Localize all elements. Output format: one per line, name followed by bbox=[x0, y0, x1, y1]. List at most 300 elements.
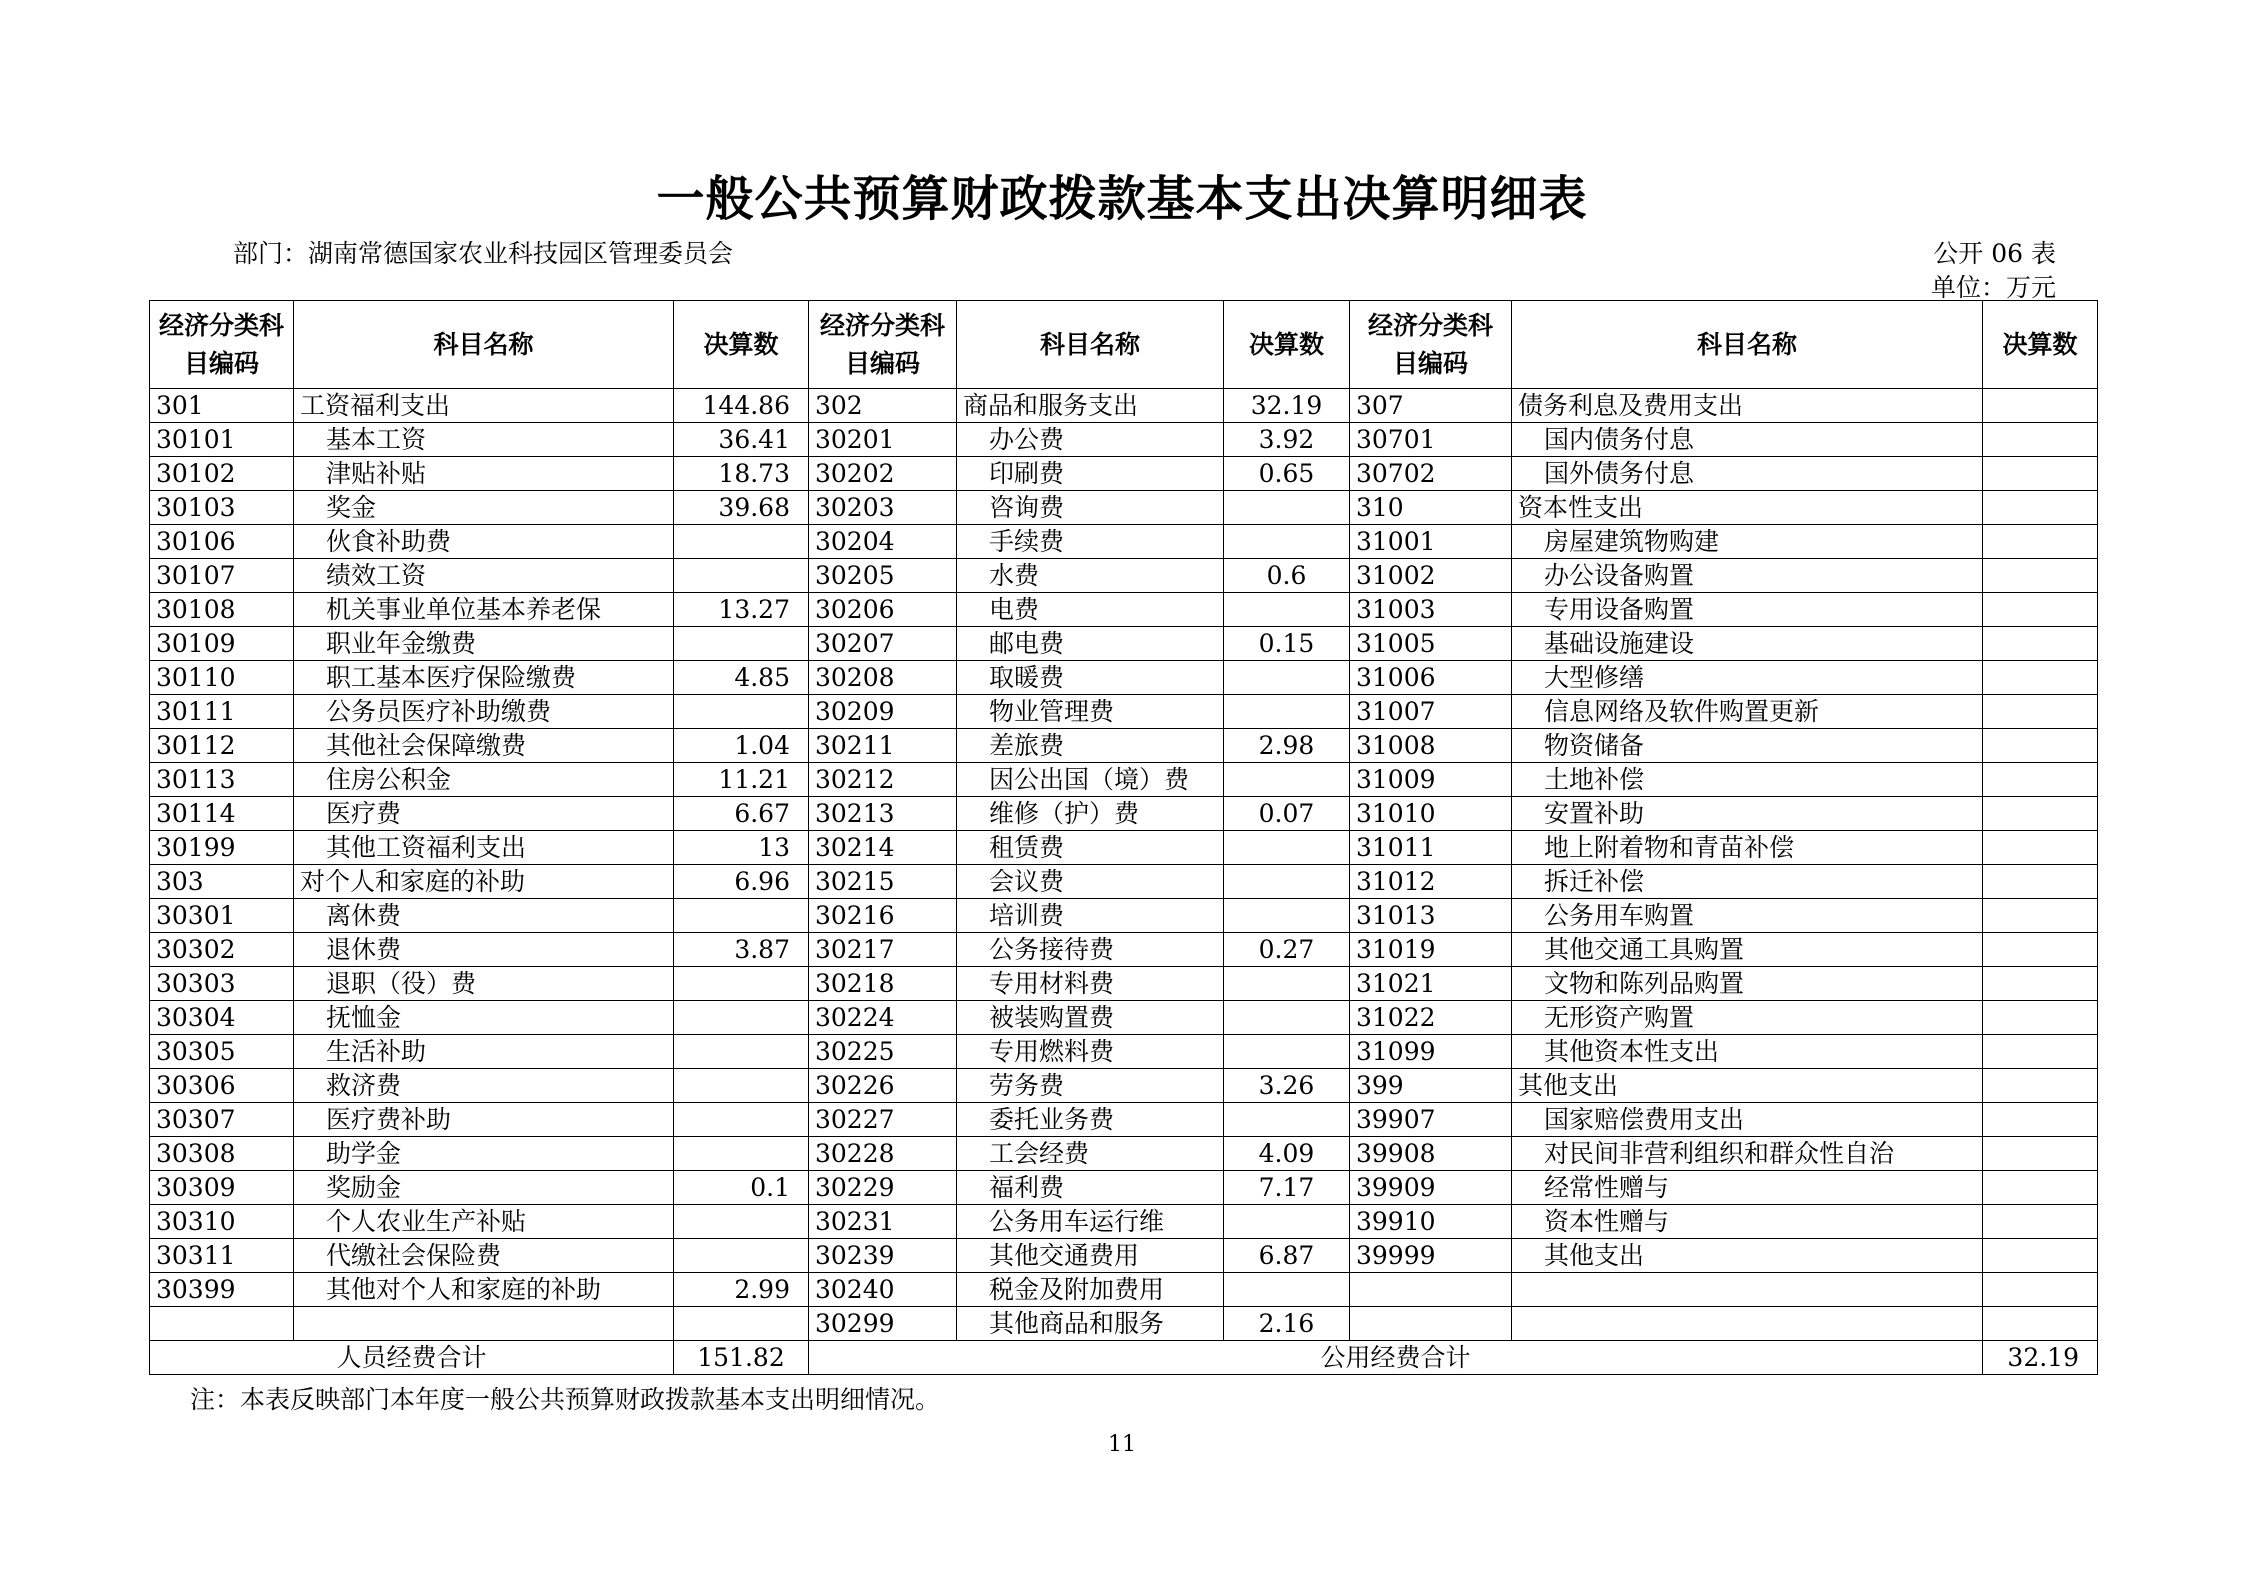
name-cell: 伙食补助费 bbox=[294, 525, 674, 559]
name-cell: 职工基本医疗保险缴费 bbox=[294, 661, 674, 695]
name-cell: 其他对个人和家庭的补助 bbox=[294, 1273, 674, 1307]
code-cell: 30209 bbox=[809, 695, 957, 729]
amount-cell bbox=[1224, 1205, 1350, 1239]
code-cell bbox=[150, 1307, 294, 1341]
code-cell: 30110 bbox=[150, 661, 294, 695]
name-cell: 地上附着物和青苗补偿 bbox=[1512, 831, 1983, 865]
code-cell: 31002 bbox=[1350, 559, 1512, 593]
name-cell bbox=[294, 1307, 674, 1341]
code-cell: 30214 bbox=[809, 831, 957, 865]
amount-cell bbox=[1983, 457, 2098, 491]
personnel-total-value: 151.82 bbox=[674, 1341, 809, 1375]
code-cell: 30203 bbox=[809, 491, 957, 525]
amount-cell: 4.85 bbox=[674, 661, 809, 695]
name-cell: 物业管理费 bbox=[957, 695, 1224, 729]
code-cell: 30213 bbox=[809, 797, 957, 831]
amount-cell: 13 bbox=[674, 831, 809, 865]
name-cell: 个人农业生产补贴 bbox=[294, 1205, 674, 1239]
name-cell: 资本性赠与 bbox=[1512, 1205, 1983, 1239]
code-cell: 30240 bbox=[809, 1273, 957, 1307]
code-cell: 301 bbox=[150, 389, 294, 423]
amount-cell: 11.21 bbox=[674, 763, 809, 797]
code-cell: 30224 bbox=[809, 1001, 957, 1035]
table-row bbox=[150, 729, 2098, 763]
amount-cell: 0.1 bbox=[674, 1171, 809, 1205]
expenditure-table bbox=[149, 300, 2098, 1375]
name-cell: 救济费 bbox=[294, 1069, 674, 1103]
code-cell: 30208 bbox=[809, 661, 957, 695]
amount-cell bbox=[1983, 1103, 2098, 1137]
name-cell: 其他资本性支出 bbox=[1512, 1035, 1983, 1069]
name-cell: 专用材料费 bbox=[957, 967, 1224, 1001]
amount-cell bbox=[1224, 1001, 1350, 1035]
code-cell: 30215 bbox=[809, 865, 957, 899]
amount-cell: 0.65 bbox=[1224, 457, 1350, 491]
footnote: 注：本表反映部门本年度一般公共预算财政拨款基本支出明细情况。 bbox=[190, 1385, 941, 1414]
table-row bbox=[150, 1137, 2098, 1171]
name-cell: 生活补助 bbox=[294, 1035, 674, 1069]
amount-cell: 2.99 bbox=[674, 1273, 809, 1307]
code-cell: 30112 bbox=[150, 729, 294, 763]
code-cell: 30239 bbox=[809, 1239, 957, 1273]
name-cell: 手续费 bbox=[957, 525, 1224, 559]
amount-cell: 3.92 bbox=[1224, 423, 1350, 457]
code-cell: 30229 bbox=[809, 1171, 957, 1205]
amount-cell bbox=[674, 1103, 809, 1137]
amount-cell bbox=[674, 1239, 809, 1273]
code-cell: 30303 bbox=[150, 967, 294, 1001]
amount-cell bbox=[1224, 491, 1350, 525]
code-cell: 30301 bbox=[150, 899, 294, 933]
code-cell: 30701 bbox=[1350, 423, 1512, 457]
amount-cell bbox=[1983, 661, 2098, 695]
public-total-value: 32.19 bbox=[1983, 1341, 2098, 1375]
code-cell: 30106 bbox=[150, 525, 294, 559]
table-row bbox=[150, 457, 2098, 491]
code-cell: 30306 bbox=[150, 1069, 294, 1103]
code-cell: 31099 bbox=[1350, 1035, 1512, 1069]
amount-cell bbox=[1224, 967, 1350, 1001]
name-cell: 医疗费 bbox=[294, 797, 674, 831]
code-cell: 303 bbox=[150, 865, 294, 899]
table-row bbox=[150, 899, 2098, 933]
form-number: 公开 06 表 bbox=[1933, 239, 2056, 268]
amount-cell bbox=[674, 525, 809, 559]
code-cell: 30113 bbox=[150, 763, 294, 797]
code-cell: 30231 bbox=[809, 1205, 957, 1239]
name-cell: 基本工资 bbox=[294, 423, 674, 457]
code-cell: 31003 bbox=[1350, 593, 1512, 627]
amount-cell: 6.67 bbox=[674, 797, 809, 831]
code-cell: 30108 bbox=[150, 593, 294, 627]
code-cell: 30226 bbox=[809, 1069, 957, 1103]
header-name-1: 科目名称 bbox=[294, 301, 674, 389]
amount-cell bbox=[674, 1307, 809, 1341]
code-cell: 30109 bbox=[150, 627, 294, 661]
name-cell: 抚恤金 bbox=[294, 1001, 674, 1035]
amount-cell bbox=[1224, 525, 1350, 559]
amount-cell bbox=[1983, 967, 2098, 1001]
amount-cell bbox=[1983, 1239, 2098, 1273]
name-cell: 差旅费 bbox=[957, 729, 1224, 763]
code-cell: 31008 bbox=[1350, 729, 1512, 763]
amount-cell bbox=[1983, 865, 2098, 899]
amount-cell: 0.15 bbox=[1224, 627, 1350, 661]
amount-cell bbox=[1983, 1001, 2098, 1035]
name-cell: 劳务费 bbox=[957, 1069, 1224, 1103]
amount-cell bbox=[674, 967, 809, 1001]
name-cell: 被装购置费 bbox=[957, 1001, 1224, 1035]
amount-cell bbox=[1983, 559, 2098, 593]
table-row bbox=[150, 525, 2098, 559]
name-cell: 大型修缮 bbox=[1512, 661, 1983, 695]
name-cell: 对个人和家庭的补助 bbox=[294, 865, 674, 899]
table-row bbox=[150, 1103, 2098, 1137]
name-cell: 其他社会保障缴费 bbox=[294, 729, 674, 763]
code-cell: 31012 bbox=[1350, 865, 1512, 899]
code-cell: 302 bbox=[809, 389, 957, 423]
amount-cell bbox=[1983, 831, 2098, 865]
name-cell: 其他工资福利支出 bbox=[294, 831, 674, 865]
code-cell: 30302 bbox=[150, 933, 294, 967]
code-cell: 31001 bbox=[1350, 525, 1512, 559]
name-cell: 租赁费 bbox=[957, 831, 1224, 865]
code-cell: 399 bbox=[1350, 1069, 1512, 1103]
name-cell: 助学金 bbox=[294, 1137, 674, 1171]
amount-cell bbox=[1224, 831, 1350, 865]
code-cell: 30702 bbox=[1350, 457, 1512, 491]
name-cell: 公务员医疗补助缴费 bbox=[294, 695, 674, 729]
name-cell: 国内债务付息 bbox=[1512, 423, 1983, 457]
code-cell: 39908 bbox=[1350, 1137, 1512, 1171]
name-cell: 专用设备购置 bbox=[1512, 593, 1983, 627]
amount-cell: 1.04 bbox=[674, 729, 809, 763]
name-cell: 邮电费 bbox=[957, 627, 1224, 661]
name-cell bbox=[1512, 1307, 1983, 1341]
name-cell: 会议费 bbox=[957, 865, 1224, 899]
amount-cell: 0.27 bbox=[1224, 933, 1350, 967]
name-cell: 福利费 bbox=[957, 1171, 1224, 1205]
unit-label: 单位：万元 bbox=[1930, 273, 2056, 302]
amount-cell bbox=[1983, 729, 2098, 763]
amount-cell bbox=[674, 1035, 809, 1069]
table-row bbox=[150, 1035, 2098, 1069]
code-cell: 30206 bbox=[809, 593, 957, 627]
name-cell: 安置补助 bbox=[1512, 797, 1983, 831]
amount-cell bbox=[1983, 695, 2098, 729]
table-row bbox=[150, 695, 2098, 729]
code-cell: 30308 bbox=[150, 1137, 294, 1171]
amount-cell bbox=[1224, 593, 1350, 627]
code-cell: 30204 bbox=[809, 525, 957, 559]
name-cell: 文物和陈列品购置 bbox=[1512, 967, 1983, 1001]
amount-cell bbox=[1983, 1171, 2098, 1205]
page-title: 一般公共预算财政拨款基本支出决算明细表 bbox=[656, 171, 1588, 227]
table-row bbox=[150, 1171, 2098, 1205]
amount-cell bbox=[1983, 1307, 2098, 1341]
header-amount-3: 决算数 bbox=[1983, 301, 2098, 389]
name-cell: 办公设备购置 bbox=[1512, 559, 1983, 593]
header-amount-1: 决算数 bbox=[674, 301, 809, 389]
code-cell: 31006 bbox=[1350, 661, 1512, 695]
amount-cell: 3.26 bbox=[1224, 1069, 1350, 1103]
public-total-label: 公用经费合计 bbox=[809, 1341, 1983, 1375]
amount-cell bbox=[1983, 797, 2098, 831]
name-cell: 资本性支出 bbox=[1512, 491, 1983, 525]
amount-cell bbox=[1983, 899, 2098, 933]
amount-cell bbox=[1224, 695, 1350, 729]
table-row bbox=[150, 593, 2098, 627]
amount-cell: 0.6 bbox=[1224, 559, 1350, 593]
name-cell: 办公费 bbox=[957, 423, 1224, 457]
code-cell: 30399 bbox=[150, 1273, 294, 1307]
code-cell: 31005 bbox=[1350, 627, 1512, 661]
department-label: 部门：湖南常德国家农业科技园区管理委员会 bbox=[233, 239, 734, 268]
code-cell: 30205 bbox=[809, 559, 957, 593]
name-cell: 电费 bbox=[957, 593, 1224, 627]
code-cell: 30111 bbox=[150, 695, 294, 729]
name-cell: 其他交通费用 bbox=[957, 1239, 1224, 1273]
code-cell: 30227 bbox=[809, 1103, 957, 1137]
amount-cell bbox=[1983, 423, 2098, 457]
amount-cell bbox=[674, 1205, 809, 1239]
code-cell: 30299 bbox=[809, 1307, 957, 1341]
name-cell: 委托业务费 bbox=[957, 1103, 1224, 1137]
name-cell: 物资储备 bbox=[1512, 729, 1983, 763]
table-row bbox=[150, 423, 2098, 457]
amount-cell: 13.27 bbox=[674, 593, 809, 627]
name-cell: 土地补偿 bbox=[1512, 763, 1983, 797]
name-cell: 取暖费 bbox=[957, 661, 1224, 695]
amount-cell: 0.07 bbox=[1224, 797, 1350, 831]
amount-cell bbox=[1224, 661, 1350, 695]
amount-cell bbox=[674, 1001, 809, 1035]
name-cell: 津贴补贴 bbox=[294, 457, 674, 491]
name-cell: 对民间非营利组织和群众性自治 bbox=[1512, 1137, 1983, 1171]
amount-cell bbox=[674, 899, 809, 933]
code-cell: 31011 bbox=[1350, 831, 1512, 865]
amount-cell bbox=[674, 1069, 809, 1103]
code-cell: 30218 bbox=[809, 967, 957, 1001]
name-cell: 专用燃料费 bbox=[957, 1035, 1224, 1069]
table-row bbox=[150, 1205, 2098, 1239]
amount-cell: 144.86 bbox=[674, 389, 809, 423]
name-cell: 工会经费 bbox=[957, 1137, 1224, 1171]
amount-cell: 18.73 bbox=[674, 457, 809, 491]
name-cell: 国家赔偿费用支出 bbox=[1512, 1103, 1983, 1137]
amount-cell bbox=[674, 695, 809, 729]
code-cell: 30307 bbox=[150, 1103, 294, 1137]
code-cell: 30311 bbox=[150, 1239, 294, 1273]
name-cell: 住房公积金 bbox=[294, 763, 674, 797]
code-cell: 31010 bbox=[1350, 797, 1512, 831]
table-row bbox=[150, 1307, 2098, 1341]
code-cell: 31021 bbox=[1350, 967, 1512, 1001]
name-cell: 代缴社会保险费 bbox=[294, 1239, 674, 1273]
name-cell: 机关事业单位基本养老保 bbox=[294, 593, 674, 627]
table-header-row bbox=[150, 301, 2098, 389]
name-cell: 工资福利支出 bbox=[294, 389, 674, 423]
amount-cell bbox=[1983, 593, 2098, 627]
name-cell: 其他商品和服务 bbox=[957, 1307, 1224, 1341]
code-cell: 30107 bbox=[150, 559, 294, 593]
amount-cell bbox=[1983, 389, 2098, 423]
name-cell: 国外债务付息 bbox=[1512, 457, 1983, 491]
amount-cell: 7.17 bbox=[1224, 1171, 1350, 1205]
code-cell: 31009 bbox=[1350, 763, 1512, 797]
table-row bbox=[150, 831, 2098, 865]
name-cell: 其他交通工具购置 bbox=[1512, 933, 1983, 967]
code-cell: 30201 bbox=[809, 423, 957, 457]
header-amount-2: 决算数 bbox=[1224, 301, 1350, 389]
amount-cell bbox=[1983, 1035, 2098, 1069]
code-cell: 30212 bbox=[809, 763, 957, 797]
name-cell: 咨询费 bbox=[957, 491, 1224, 525]
code-cell: 31013 bbox=[1350, 899, 1512, 933]
amount-cell: 2.98 bbox=[1224, 729, 1350, 763]
name-cell: 信息网络及软件购置更新 bbox=[1512, 695, 1983, 729]
name-cell: 离休费 bbox=[294, 899, 674, 933]
amount-cell: 4.09 bbox=[1224, 1137, 1350, 1171]
amount-cell bbox=[1224, 865, 1350, 899]
name-cell: 奖金 bbox=[294, 491, 674, 525]
header-code-1: 经济分类科目编码 bbox=[150, 301, 294, 389]
name-cell: 公务接待费 bbox=[957, 933, 1224, 967]
code-cell: 30199 bbox=[150, 831, 294, 865]
code-cell: 30225 bbox=[809, 1035, 957, 1069]
table-row bbox=[150, 865, 2098, 899]
code-cell bbox=[1350, 1307, 1512, 1341]
code-cell: 31019 bbox=[1350, 933, 1512, 967]
name-cell: 商品和服务支出 bbox=[957, 389, 1224, 423]
name-cell: 医疗费补助 bbox=[294, 1103, 674, 1137]
table-row bbox=[150, 661, 2098, 695]
amount-cell bbox=[674, 1137, 809, 1171]
table-row bbox=[150, 1001, 2098, 1035]
amount-cell bbox=[1224, 1035, 1350, 1069]
name-cell: 税金及附加费用 bbox=[957, 1273, 1224, 1307]
code-cell: 30305 bbox=[150, 1035, 294, 1069]
name-cell: 水费 bbox=[957, 559, 1224, 593]
name-cell: 退休费 bbox=[294, 933, 674, 967]
name-cell: 维修（护）费 bbox=[957, 797, 1224, 831]
header-code-2: 经济分类科目编码 bbox=[809, 301, 957, 389]
name-cell: 培训费 bbox=[957, 899, 1224, 933]
amount-cell bbox=[1983, 491, 2098, 525]
amount-cell bbox=[1224, 1103, 1350, 1137]
amount-cell: 6.87 bbox=[1224, 1239, 1350, 1273]
name-cell: 债务利息及费用支出 bbox=[1512, 389, 1983, 423]
table-row bbox=[150, 1069, 2098, 1103]
code-cell: 31022 bbox=[1350, 1001, 1512, 1035]
amount-cell: 32.19 bbox=[1224, 389, 1350, 423]
code-cell: 307 bbox=[1350, 389, 1512, 423]
personnel-total-label: 人员经费合计 bbox=[150, 1341, 674, 1375]
name-cell: 经常性赠与 bbox=[1512, 1171, 1983, 1205]
table-row bbox=[150, 967, 2098, 1001]
amount-cell: 6.96 bbox=[674, 865, 809, 899]
amount-cell: 2.16 bbox=[1224, 1307, 1350, 1341]
code-cell: 30114 bbox=[150, 797, 294, 831]
name-cell: 职业年金缴费 bbox=[294, 627, 674, 661]
code-cell: 31007 bbox=[1350, 695, 1512, 729]
name-cell: 其他支出 bbox=[1512, 1069, 1983, 1103]
code-cell: 30103 bbox=[150, 491, 294, 525]
code-cell: 30309 bbox=[150, 1171, 294, 1205]
table-row bbox=[150, 627, 2098, 661]
name-cell: 因公出国（境）费 bbox=[957, 763, 1224, 797]
table-row bbox=[150, 763, 2098, 797]
amount-cell bbox=[1983, 1205, 2098, 1239]
name-cell bbox=[1512, 1273, 1983, 1307]
amount-cell bbox=[1983, 1137, 2098, 1171]
amount-cell bbox=[1224, 763, 1350, 797]
code-cell: 39909 bbox=[1350, 1171, 1512, 1205]
table-row bbox=[150, 389, 2098, 423]
code-cell: 39999 bbox=[1350, 1239, 1512, 1273]
table-row bbox=[150, 559, 2098, 593]
table-row bbox=[150, 1239, 2098, 1273]
amount-cell bbox=[1224, 1273, 1350, 1307]
table-row bbox=[150, 933, 2098, 967]
amount-cell bbox=[1983, 627, 2098, 661]
header-name-3: 科目名称 bbox=[1512, 301, 1983, 389]
amount-cell bbox=[1983, 1273, 2098, 1307]
code-cell: 39907 bbox=[1350, 1103, 1512, 1137]
code-cell: 30211 bbox=[809, 729, 957, 763]
name-cell: 绩效工资 bbox=[294, 559, 674, 593]
table-row bbox=[150, 491, 2098, 525]
amount-cell bbox=[674, 627, 809, 661]
code-cell: 310 bbox=[1350, 491, 1512, 525]
code-cell: 30304 bbox=[150, 1001, 294, 1035]
name-cell: 基础设施建设 bbox=[1512, 627, 1983, 661]
name-cell: 公务用车运行维 bbox=[957, 1205, 1224, 1239]
table-row bbox=[150, 1273, 2098, 1307]
amount-cell bbox=[1983, 933, 2098, 967]
name-cell: 奖励金 bbox=[294, 1171, 674, 1205]
table-row bbox=[150, 797, 2098, 831]
code-cell: 30228 bbox=[809, 1137, 957, 1171]
amount-cell bbox=[1983, 1069, 2098, 1103]
code-cell bbox=[1350, 1273, 1512, 1307]
header-code-3: 经济分类科目编码 bbox=[1350, 301, 1512, 389]
table-body bbox=[150, 389, 2098, 1341]
code-cell: 30207 bbox=[809, 627, 957, 661]
code-cell: 30310 bbox=[150, 1205, 294, 1239]
totals-row bbox=[150, 1341, 2098, 1375]
code-cell: 39910 bbox=[1350, 1205, 1512, 1239]
amount-cell: 39.68 bbox=[674, 491, 809, 525]
header-name-2: 科目名称 bbox=[957, 301, 1224, 389]
amount-cell bbox=[1224, 899, 1350, 933]
amount-cell: 36.41 bbox=[674, 423, 809, 457]
code-cell: 30202 bbox=[809, 457, 957, 491]
name-cell: 其他支出 bbox=[1512, 1239, 1983, 1273]
code-cell: 30101 bbox=[150, 423, 294, 457]
name-cell: 无形资产购置 bbox=[1512, 1001, 1983, 1035]
code-cell: 30102 bbox=[150, 457, 294, 491]
amount-cell bbox=[674, 559, 809, 593]
name-cell: 印刷费 bbox=[957, 457, 1224, 491]
name-cell: 公务用车购置 bbox=[1512, 899, 1983, 933]
amount-cell bbox=[1983, 525, 2098, 559]
name-cell: 拆迁补偿 bbox=[1512, 865, 1983, 899]
amount-cell bbox=[1983, 763, 2098, 797]
code-cell: 30217 bbox=[809, 933, 957, 967]
page-number: 11 bbox=[1108, 1432, 1136, 1457]
name-cell: 退职（役）费 bbox=[294, 967, 674, 1001]
